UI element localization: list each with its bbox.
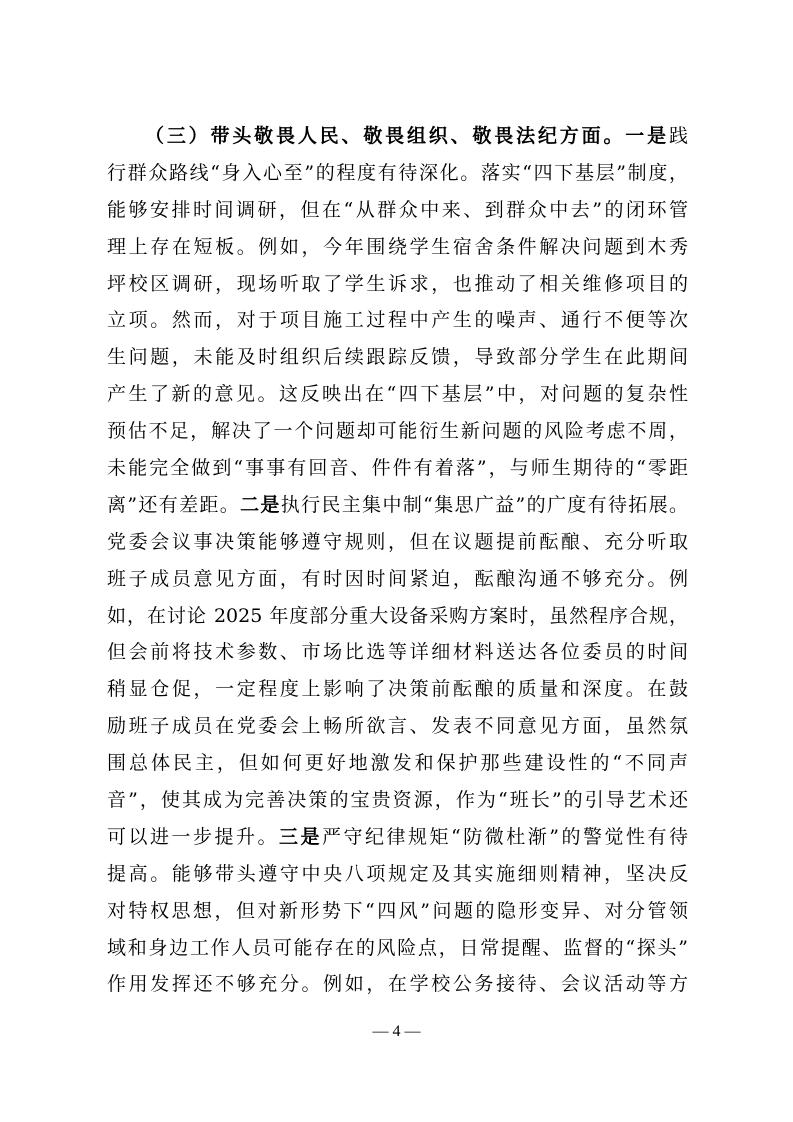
bold-text-segment: （三）带头敬畏人民、敬畏组织、敬畏法纪方面。 xyxy=(145,125,626,147)
text-segment: 严守纪律规矩“防微杜渐”的警觉性有待 xyxy=(322,825,688,848)
text-line xyxy=(107,487,688,524)
text-segment: 践 xyxy=(668,125,688,147)
text-line xyxy=(107,413,688,450)
text-line xyxy=(107,524,688,561)
text-line xyxy=(107,155,688,192)
text-segment: 作用发挥还不够充分。例如，在学校公务接待、会议活动等方 xyxy=(107,973,688,996)
bold-text-segment: 一是 xyxy=(625,125,669,147)
text-line xyxy=(107,339,688,376)
text-segment: 稍显仓促，一定程度上影响了决策前酝酿的质量和深度。在鼓 xyxy=(107,678,688,701)
page-number: — 4 — xyxy=(372,1023,421,1040)
text-line xyxy=(107,302,688,339)
text-segment: 音”，使其成为完善决策的宝贵资源，作为“班长”的引导艺术还 xyxy=(107,789,688,812)
text-line xyxy=(107,966,688,1003)
text-segment: 未能完全做到“事事有回音、件件有着落”，与师生期待的“零距 xyxy=(107,457,688,480)
text-segment: 党委会议事决策能够遵守规则，但在议题提前酝酿、充分听取 xyxy=(107,530,688,553)
text-line xyxy=(107,671,688,708)
text-segment: 但会前将技术参数、市场比选等详细材料送达各位委员的时间 xyxy=(107,641,688,664)
text-line xyxy=(107,561,688,598)
text-segment: 提高。能够带头遵守中央八项规定及其实施细则精神，坚决反 xyxy=(107,862,688,885)
text-segment: 围总体民主，但如何更好地激发和保护那些建设性的“不同声 xyxy=(107,752,688,775)
text-line xyxy=(107,118,688,155)
text-line xyxy=(107,782,688,819)
document-body xyxy=(107,118,688,1003)
text-segment: 产生了新的意见。这反映出在“四下基层”中，对问题的复杂性 xyxy=(107,383,688,406)
text-line xyxy=(107,598,688,635)
text-line xyxy=(107,930,688,967)
text-segment: 励班子成员在党委会上畅所欲言、发表不同意见方面，虽然氛 xyxy=(107,715,688,738)
text-segment: 对特权思想，但对新形势下“四风”问题的隐形变异、对分管领 xyxy=(107,899,688,922)
text-line xyxy=(107,856,688,893)
text-line xyxy=(107,745,688,782)
text-segment: 预估不足，解决了一个问题却可能衍生新问题的风险考虑不周， xyxy=(107,420,688,443)
bold-text-segment: 二是 xyxy=(240,493,281,516)
text-line xyxy=(107,708,688,745)
text-line xyxy=(107,634,688,671)
text-segment: 班子成员意见方面，有时因时间紧迫，酝酿沟通不够充分。例 xyxy=(107,567,688,590)
text-segment: 理上存在短板。例如，今年围绕学生宿舍条件解决问题到木秀 xyxy=(107,235,688,258)
text-line xyxy=(107,450,688,487)
text-segment: 可以进一步提升。 xyxy=(107,825,280,848)
text-segment: 域和身边工作人员可能存在的风险点，日常提醒、监督的“探头” xyxy=(107,936,688,959)
text-segment: 能够安排时间调研，但在“从群众中来、到群众中去”的闭环管 xyxy=(107,198,688,221)
bold-text-segment: 三是 xyxy=(279,825,323,848)
text-segment: 生问题，未能及时组织后续跟踪反馈，导致部分学生在此期间 xyxy=(107,346,688,369)
text-segment: 如，在讨论 2025 年度部分重大设备采购方案时，虽然程序合规， xyxy=(107,604,688,627)
text-segment: 行群众路线“身入心至”的程度有待深化。落实“四下基层”制度， xyxy=(107,161,688,184)
text-line xyxy=(107,266,688,303)
text-segment: 立项。然而，对于项目施工过程中产生的噪声、通行不便等次 xyxy=(107,309,688,332)
text-segment: 执行民主集中制“集思广益”的广度有待拓展。 xyxy=(280,493,688,516)
text-segment: 离”还有差距。 xyxy=(107,493,241,516)
text-line xyxy=(107,229,688,266)
text-line xyxy=(107,192,688,229)
text-line xyxy=(107,893,688,930)
text-line xyxy=(107,819,688,856)
text-segment: 坪校区调研，现场听取了学生诉求，也推动了相关维修项目的 xyxy=(107,272,688,295)
text-line xyxy=(107,376,688,413)
